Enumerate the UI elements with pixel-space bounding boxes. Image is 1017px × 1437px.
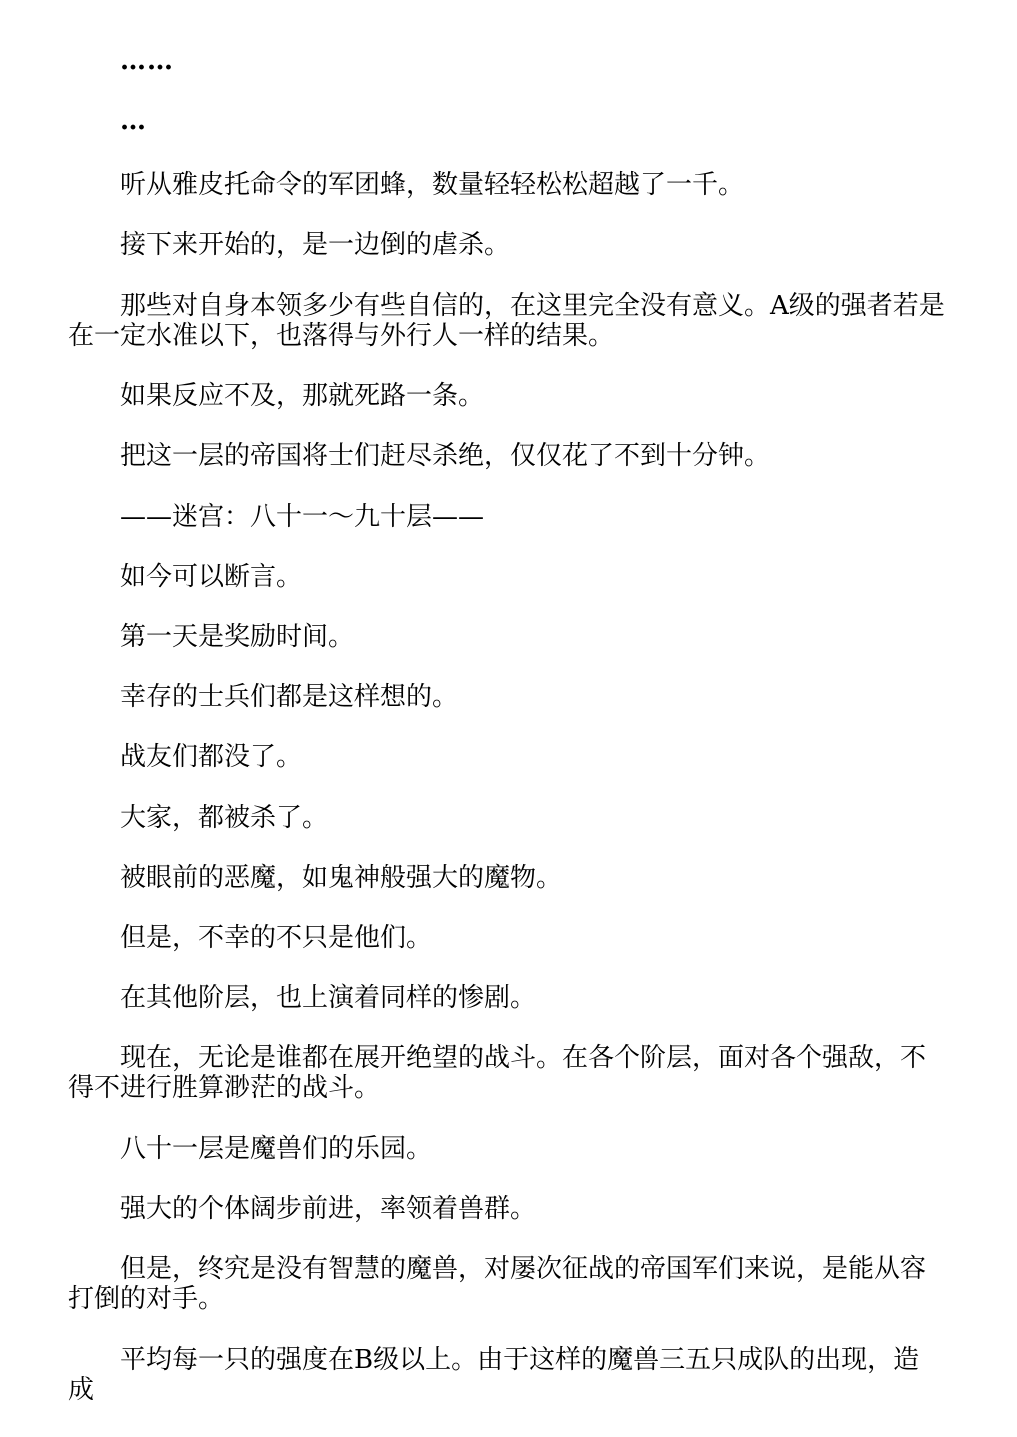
paragraph-17: 现在，无论是谁都在展开绝望的战斗。在各个阶层，面对各个强敌，不得不进行胜算渺茫的战斗。 xyxy=(68,1043,927,1103)
paragraph-16: 在其他阶层，也上演着同样的惨剧。 xyxy=(120,983,537,1013)
paragraph-21: 平均每一只的强度在B级以上。由于这样的魔兽三五只成队的出现，造成 xyxy=(68,1345,920,1405)
paragraph-1: …… xyxy=(120,46,174,76)
paragraph-4: 接下来开始的，是一边倒的虐杀。 xyxy=(120,230,511,260)
paragraph-15: 但是，不幸的不只是他们。 xyxy=(120,923,433,953)
section-heading: ——迷宫：八十一～九十层—— xyxy=(120,502,485,532)
paragraph-10: 第一天是奖励时间。 xyxy=(120,622,355,652)
paragraph-5: 那些对自身本领多少有些自信的，在这里完全没有意义。A级的强者若是在一定水准以下，也落得与外行人一样的结果。 xyxy=(68,291,945,351)
paragraph-9: 如今可以断言。 xyxy=(120,562,303,592)
paragraph-13: 大家，都被杀了。 xyxy=(120,803,329,833)
paragraph-7: 把这一层的帝国将士们赶尽杀绝，仅仅花了不到十分钟。 xyxy=(120,441,771,471)
paragraph-11: 幸存的士兵们都是这样想的。 xyxy=(120,682,459,712)
paragraph-19: 强大的个体阔步前进，率领着兽群。 xyxy=(120,1194,537,1224)
paragraph-6: 如果反应不及，那就死路一条。 xyxy=(120,381,485,411)
paragraph-20: 但是，终究是没有智慧的魔兽，对屡次征战的帝国军们来说，是能从容打倒的对手。 xyxy=(68,1254,927,1314)
paragraph-3: 听从雅皮托命令的军团蜂，数量轻轻松松超越了一千。 xyxy=(120,170,745,200)
paragraph-2: … xyxy=(120,106,147,136)
paragraph-12: 战友们都没了。 xyxy=(120,742,303,772)
paragraph-14: 被眼前的恶魔，如鬼神般强大的魔物。 xyxy=(120,863,563,893)
paragraph-18: 八十一层是魔兽们的乐园。 xyxy=(120,1134,433,1164)
